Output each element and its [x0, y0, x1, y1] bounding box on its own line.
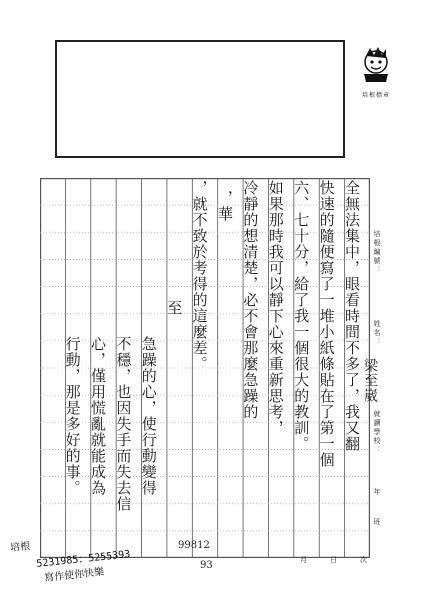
peigen-mascot-logo	[356, 44, 396, 84]
essay-column: 心，僅用慌亂就能成為	[89, 336, 107, 496]
essay-column: 行動，那是多好的事。	[63, 336, 82, 496]
essay-column: 全無法集中，眼看時間不多了，我又翻	[343, 180, 361, 452]
name-label: 姓名：	[373, 320, 381, 347]
grader-mark-2: 93	[200, 560, 213, 571]
essay-column: 如果那時我可以靜下心來重新思考，	[266, 180, 285, 436]
stamp-org: 培根	[9, 540, 31, 555]
times-label: 次	[360, 556, 367, 564]
student-name: 梁至崴	[362, 358, 378, 403]
grader-mark-1: 99812	[178, 540, 210, 551]
month-label: 月	[300, 556, 307, 564]
day-label: 日	[330, 556, 337, 564]
essay-column: 六、七十分，給了我一個很大的教訓。	[292, 180, 311, 452]
school-label: 就讀學校：	[373, 410, 381, 455]
class-label: 班	[373, 518, 381, 527]
essay-column: 冷靜的想清楚，必不會那麼急躁的	[241, 180, 260, 420]
essay-column: 急躁的心，使行動變得	[139, 336, 158, 496]
essay-column: 不穩，也因失手而失去信	[114, 336, 133, 512]
teacher-comment-box	[55, 40, 345, 158]
logo-caption: 培根標章	[361, 92, 390, 99]
stamp-phones: 5231985；5255393	[35, 549, 131, 570]
code-label: 培根編號：	[373, 230, 381, 275]
essay-column: ，華	[216, 190, 234, 222]
essay-column: 至	[165, 300, 184, 316]
stamp-slogan: 寫作使你快樂	[43, 566, 105, 585]
grade-label: 年	[373, 488, 381, 497]
essay-column: 快速的隨便寫了一堆小紙條貼在了第一個	[317, 180, 336, 468]
essay-column: ，就不致於考得的這麼差。	[190, 180, 209, 372]
